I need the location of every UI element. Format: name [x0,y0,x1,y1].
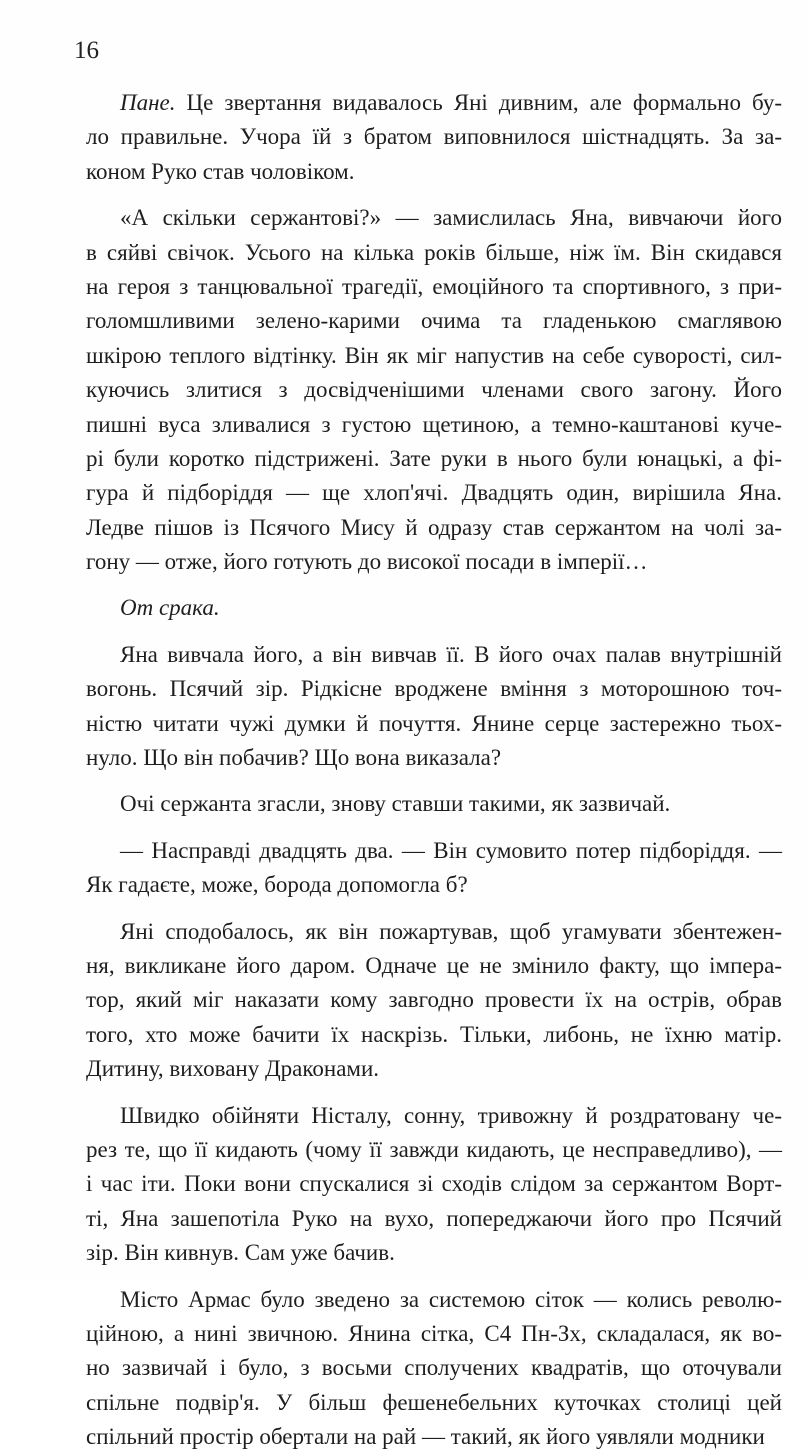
paragraph-gap [86,903,782,915]
paragraph [86,591,782,625]
text-line [86,868,782,902]
text-line [86,339,782,373]
text-line [86,476,782,510]
text-run: вогонь. Псячий зір. Рідкісне вроджене вміння з моторошною точ- [86,676,782,701]
text-line [86,949,782,983]
text-line [86,86,782,120]
text-line [86,1167,782,1201]
text-line [86,155,782,189]
page-number: 16 [74,36,99,66]
text-run: «А скільки сержантові?» — замислилась Яна, вивчаючи його [120,205,782,230]
text-line [86,983,782,1017]
text-run: нуло. Що він побачив? Що вона виказала? [86,745,501,770]
text-line [86,1420,782,1454]
text-line [86,1351,782,1385]
text-run: в сяйві свічок. Усього на кілька років більше, ніж їм. Він скидався [86,240,782,265]
paragraph [86,1099,782,1271]
text-run: Швидко обійняти Ністалу, сонну, тривожну й роздратовану че- [120,1103,782,1128]
italic-text: От срака. [120,595,220,620]
text-line [86,707,782,741]
text-line [86,1099,782,1133]
text-run: куючись злитися з досвідченішими членами свого загону. Його [86,377,782,402]
text-run: но зазвичай і було, з восьми сполучених квадратів, що оточували [86,1355,782,1380]
text-run: спільний простір обертали на рай — такий, як його уявляли модники [86,1424,765,1449]
text-line [86,1202,782,1236]
text-run: рі були коротко підстрижені. Зате руки в нього були юнацькі, а фі- [86,446,782,471]
text-line [86,120,782,154]
text-line [86,270,782,304]
paragraph [86,86,782,189]
text-run: Дитину, виховану Драконами. [86,1056,379,1081]
text-line [86,373,782,407]
text-run: Ледве пішов із Псячого Мису й одразу став сержантом на чолі за- [86,515,782,540]
text-line [86,591,782,625]
paragraph [86,915,782,1087]
text-line [86,545,782,579]
paragraph-gap [86,189,782,201]
paragraph-gap [86,822,782,834]
paragraph [86,638,782,776]
text-line [86,834,782,868]
text-run: ністю читати чужі думки й почуття. Янине серце застережно тьох- [86,711,782,736]
text-line [86,638,782,672]
paragraph [86,787,782,821]
text-run: — Насправді двадцять два. — Він сумовито потер підборіддя. — [120,838,782,863]
text-line [86,915,782,949]
text-line [86,1317,782,1351]
text-line [86,1133,782,1167]
text-run: рез те, що її кидають (чому її завжди кидають, це несправедливо), — [86,1137,782,1162]
paragraph [86,834,782,903]
text-run: коном Руко став чоловіком. [86,159,354,184]
text-run: Очі сержанта згасли, знову ставши такими, як зазвичай. [120,791,670,816]
text-run: Як гадаєте, може, борода допомогла б? [86,872,468,897]
text-run: гура й підборіддя — ще хлоп'ячі. Двадцять один, вирішила Яна. [86,480,782,505]
paragraph [86,1283,782,1454]
text-line [86,1018,782,1052]
text-line [86,201,782,235]
text-line [86,741,782,775]
text-run: Яні сподобалось, як він пожартував, щоб угамувати збентежен- [120,919,782,944]
text-line [86,1386,782,1420]
text-run: і час іти. Поки вони спускалися зі сходів слідом за сержантом Ворт- [86,1171,782,1196]
text-line [86,511,782,545]
text-run: пишні вуса зливалися з густою щетиною, а темно-каштанові куче- [86,412,782,437]
text-run: ня, викликане його даром. Одначе це не змінило факту, що імпера- [86,953,782,978]
text-line [86,304,782,338]
paragraph-gap [86,1087,782,1099]
text-run: того, хто може бачити їх наскрізь. Тільки, либонь, не їхню матір. [86,1022,782,1047]
text-run: Місто Армас було зведено за системою сіток — колись револю- [120,1287,782,1312]
text-line [86,787,782,821]
text-line [86,236,782,270]
text-line [86,408,782,442]
text-run: Це звертання видавалось Яні дивним, але формально бу- [175,90,782,115]
text-line [86,1236,782,1270]
paragraph-gap [86,1271,782,1283]
text-run: спільне подвір'я. У більш фешенебельних куточках столиці цей [86,1390,782,1415]
paragraph [86,201,782,579]
italic-text: Пане. [120,90,175,115]
text-run: голомшливими зелено-карими очима та гладенькою смаглявою [86,308,782,333]
paragraph-gap [86,626,782,638]
text-run: ційною, а нині звичною. Янина сітка, С4 Пн-Зх, складалася, як во- [86,1321,782,1346]
paragraph-gap [86,579,782,591]
text-run: тор, який міг наказати кому завгодно провести їх на острів, обрав [86,987,782,1012]
text-run: шкірою теплого відтінку. Він як міг напустив на себе суворості, сил- [86,343,782,368]
text-line [86,1052,782,1086]
text-run: Яна вивчала його, а він вивчав її. В його очах палав внутрішній [120,642,782,667]
text-run: ті, Яна зашепотіла Руко на вухо, попереджаючи його про Псячий [86,1206,782,1231]
paragraph-gap [86,775,782,787]
text-run: зір. Він кивнув. Сам уже бачив. [86,1240,395,1265]
text-run: ло правильне. Учора їй з братом виповнилося шістнадцять. За за- [86,124,782,149]
text-run: на героя з танцювальної трагедії, емоційного та спортивного, з при- [86,274,782,299]
text-run: гону — отже, його готують до високої посади в імперії… [86,549,648,574]
body-text [86,86,782,1454]
text-line [86,672,782,706]
text-line [86,1283,782,1317]
text-line [86,442,782,476]
